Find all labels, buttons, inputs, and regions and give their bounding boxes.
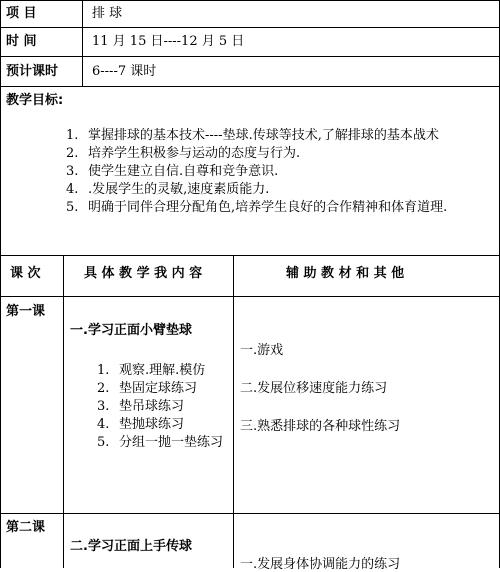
goals-title: 教学目标: [6, 93, 64, 108]
column-header-content: 具 体 教 学 我 内 容 [84, 266, 203, 281]
list-item: 5. 分组一抛一垫练习 [97, 435, 224, 450]
goal-item: 3. 使学生建立自信.自尊和竞争意识. [66, 164, 279, 179]
goal-item: 4. .发展学生的灵敏,速度素质能力. [66, 182, 270, 197]
border-header-divider [82, 0, 83, 86]
border-col-lesson [63, 255, 64, 568]
list-item: 1. 观察.理解.模仿 [97, 363, 206, 378]
border-row-hours-top [0, 56, 500, 57]
hours-value: 6----7 课时 [92, 64, 157, 79]
item-value: 排 球 [92, 6, 123, 21]
border-lesson2-top [0, 513, 500, 514]
border-goals-top [0, 86, 500, 87]
lesson1-label: 第一课 [6, 304, 46, 319]
goal-item: 2. 培养学生积极参与运动的态度与行为. [66, 146, 301, 161]
lesson2-label: 第二课 [6, 520, 46, 535]
lesson1-title: 一.学习正面小臂垫球 [70, 323, 192, 338]
border-left [0, 0, 1, 568]
time-label: 时 间 [6, 34, 37, 49]
goals-list [66, 127, 496, 217]
column-header-aux: 辅 助 教 材 和 其 他 [286, 266, 405, 281]
time-value: 11 月 15 日----12 月 5 日 [92, 34, 245, 49]
goal-item: 5. 明确于同伴合理分配角色,培养学生良好的合作精神和体育道理. [66, 200, 448, 215]
lesson1-aux-1: 一.游戏 [240, 343, 284, 358]
border-row-time-top [0, 27, 500, 28]
list-item: 4. 垫抛球练习 [97, 417, 185, 432]
border-table-header-bottom [0, 296, 500, 297]
border-col-content [233, 255, 234, 568]
lesson1-aux-2: 二.发展位移速度能力练习 [240, 381, 388, 396]
hours-label: 预计课时 [6, 64, 59, 79]
column-header-lesson: 课 次 [10, 266, 41, 281]
border-table-header-top [0, 255, 500, 256]
border-top [0, 0, 500, 1]
item-label: 项 目 [6, 6, 37, 21]
lesson1-aux-3: 三.熟悉排球的各种球性练习 [240, 419, 401, 434]
list-item: 3. 垫吊球练习 [97, 399, 185, 414]
lesson2-title: 二.学习正面上手传球 [70, 539, 192, 554]
lesson2-aux-1: 一.发展身体协调能力的练习 [240, 557, 401, 572]
lesson1-steps [97, 362, 229, 452]
goal-item: 1. 掌握排球的基本技术----垫球.传球等技术,了解排球的基本战术 [66, 128, 439, 143]
list-item: 2. 垫固定球练习 [97, 381, 198, 396]
